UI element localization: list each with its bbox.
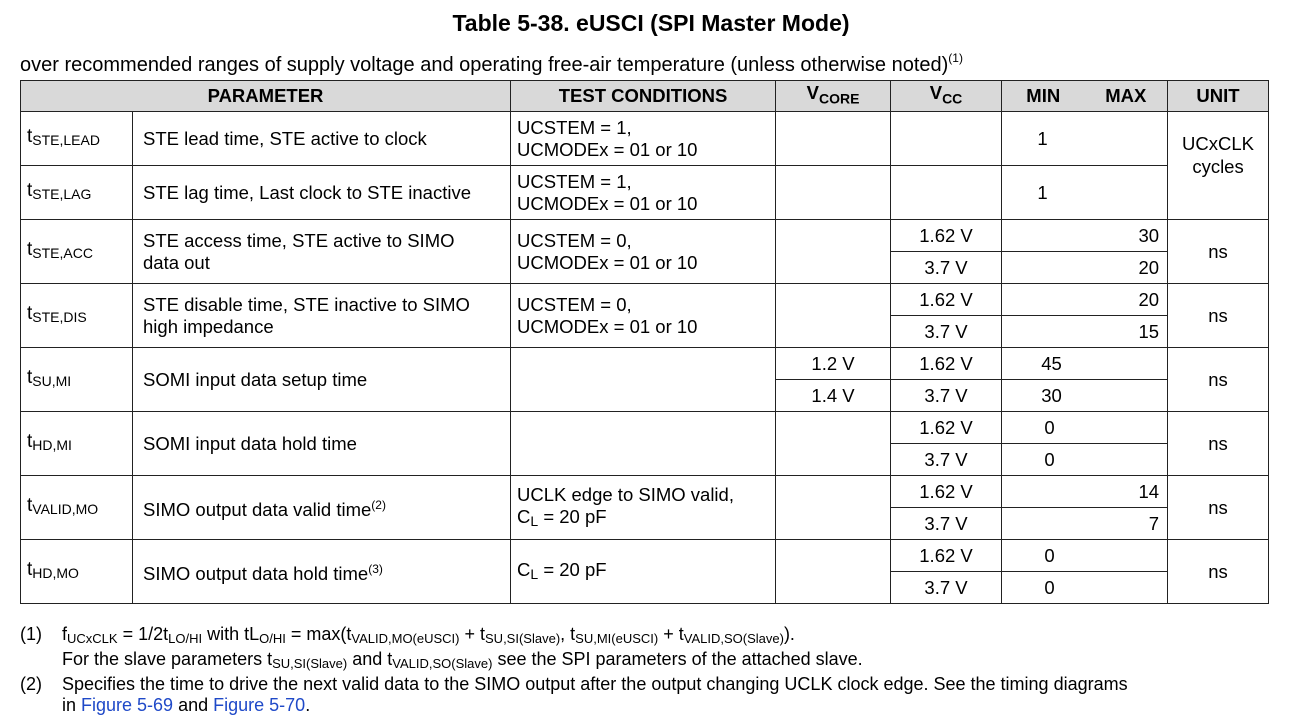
vcc-value: 1.62 V: [891, 220, 1002, 252]
footnotes: [20, 624, 1280, 716]
max-value: 7: [1002, 508, 1168, 540]
vcore-value: 1.2 V: [776, 348, 891, 380]
header-vcore: $V_{CORE}$: [776, 81, 891, 112]
test-conditions: UCSTEM = 0, UCMODEx = 01 or 10: [511, 220, 776, 284]
vcc-value: 3.7 V: [891, 508, 1002, 540]
subtitle-footnote-ref: (1): [948, 51, 963, 65]
param-symbol: $t_{STE,LAG}$: [21, 166, 133, 220]
table-row: [21, 348, 1269, 380]
footnote-1-line2: For the slave parameters $t_{SU,SI(Slave)}$ and $t_{VALID,SO(Slave)}$ see the SPI parameters of the attached slave.: [62, 649, 863, 671]
min-value: 0: [1002, 412, 1168, 444]
footnote-ref: (3): [368, 562, 383, 576]
header-vcc: $V_{CC}$: [891, 81, 1002, 112]
figure-5-70-link[interactable]: Figure 5-70: [213, 695, 306, 715]
header-parameter: PARAMETER: [21, 81, 511, 112]
table-subtitle: [20, 51, 963, 77]
table-row: [21, 166, 1269, 220]
param-description: STE access time, STE active to SIMO data out: [133, 220, 511, 284]
min-value: 1: [1002, 112, 1168, 166]
unit-cell: ns: [1168, 348, 1269, 412]
table-row: [21, 476, 1269, 508]
table-row: [21, 220, 1269, 252]
vcore-value: 1.4 V: [776, 380, 891, 412]
param-description: STE lag time, Last clock to STE inactive: [133, 166, 511, 220]
header-conditions: TEST CONDITIONS: [511, 81, 776, 112]
max-value: 20: [1002, 252, 1168, 284]
table-row: [21, 112, 1269, 166]
footnote-2-line2: in Figure 5-69 and Figure 5-70.: [62, 695, 311, 715]
max-value: 14: [1002, 476, 1168, 508]
footnote-ref: (2): [371, 498, 386, 512]
param-description: STE disable time, STE inactive to SIMO high impedance: [133, 284, 511, 348]
param-symbol: $t_{STE,ACC}$: [21, 220, 133, 284]
param-description: SIMO output data valid time$^{(2)}$: [133, 476, 511, 540]
test-conditions: UCLK edge to SIMO valid, $C_L = 20$ pF: [511, 476, 776, 540]
table-row: [21, 412, 1269, 444]
min-value: 0: [1002, 572, 1168, 604]
min-value: 0: [1002, 540, 1168, 572]
test-conditions: UCSTEM = 1, UCMODEx = 01 or 10: [511, 166, 776, 220]
figure-5-69-link[interactable]: Figure 5-69: [81, 695, 174, 715]
table-row: [21, 540, 1269, 572]
param-symbol: $t_{STE,LEAD}$: [21, 112, 133, 166]
unit-cell: ns: [1168, 540, 1269, 604]
vcc-value: 3.7 V: [891, 252, 1002, 284]
max-value: 30: [1002, 220, 1168, 252]
vcc-value: 1.62 V: [891, 540, 1002, 572]
header-minmax: [1002, 81, 1168, 112]
test-conditions: UCSTEM = 0, UCMODEx = 01 or 10: [511, 284, 776, 348]
vcc-value: 1.62 V: [891, 412, 1002, 444]
unit-cell: ns: [1168, 476, 1269, 540]
vcc-value: 3.7 V: [891, 316, 1002, 348]
vcc-value: 1.62 V: [891, 476, 1002, 508]
param-symbol: $t_{HD,MO}$: [21, 540, 133, 604]
unit-cell: ns: [1168, 220, 1269, 284]
unit-cell: UCxCLK cycles: [1168, 112, 1269, 220]
unit-cell: ns: [1168, 284, 1269, 348]
header-min: MIN: [1026, 85, 1061, 106]
header-max: MAX: [1105, 85, 1147, 106]
min-value: 0: [1002, 444, 1168, 476]
max-value: 15: [1002, 316, 1168, 348]
test-conditions: UCSTEM = 1, UCMODEx = 01 or 10: [511, 112, 776, 166]
min-value: 45: [1002, 348, 1168, 380]
vcc-value: 1.62 V: [891, 348, 1002, 380]
min-value: 1: [1002, 166, 1168, 220]
test-conditions: $C_L = 20$ pF: [511, 540, 776, 604]
min-value: 30: [1002, 380, 1168, 412]
vcc-value: 3.7 V: [891, 444, 1002, 476]
subtitle-text: over recommended ranges of supply voltage and operating free-air temperature (unless otherwise noted): [20, 54, 949, 76]
param-symbol: $t_{STE,DIS}$: [21, 284, 133, 348]
param-symbol: $t_{VALID,MO}$: [21, 476, 133, 540]
vcc-value: 3.7 V: [891, 380, 1002, 412]
param-description: SOMI input data hold time: [133, 412, 511, 476]
footnote-1: (1) $f_{UCxCLK} = 1/2t_{LO/HI}$ with $tL_{O/HI} = \max(t_{VALID,MO(eUSCI)} + t_{SU,SI(Slave)}$, $t_{SU,MI(eUSCI)} + t_{VALID,SO(Slave)}$).: [20, 624, 795, 646]
param-symbol: $t_{HD,MI}$: [21, 412, 133, 476]
table-title: Table 5-38. eUSCI (SPI Master Mode): [452, 10, 850, 36]
header-unit: UNIT: [1168, 81, 1269, 112]
spec-table: [20, 80, 1269, 604]
param-symbol: $t_{SU,MI}$: [21, 348, 133, 412]
vcc-value: 3.7 V: [891, 572, 1002, 604]
param-description: SOMI input data setup time: [133, 348, 511, 412]
unit-cell: ns: [1168, 412, 1269, 476]
table-row: [21, 284, 1269, 316]
max-value: 20: [1002, 284, 1168, 316]
header-row: [21, 81, 1269, 112]
vcc-value: 1.62 V: [891, 284, 1002, 316]
param-description: STE lead time, STE active to clock: [133, 112, 511, 166]
param-description: SIMO output data hold time$^{(3)}$: [133, 540, 511, 604]
footnote-2: (2) Specifies the time to drive the next valid data to the SIMO output after the output changing UCLK clock edge. See the timing diagrams: [20, 674, 1128, 694]
